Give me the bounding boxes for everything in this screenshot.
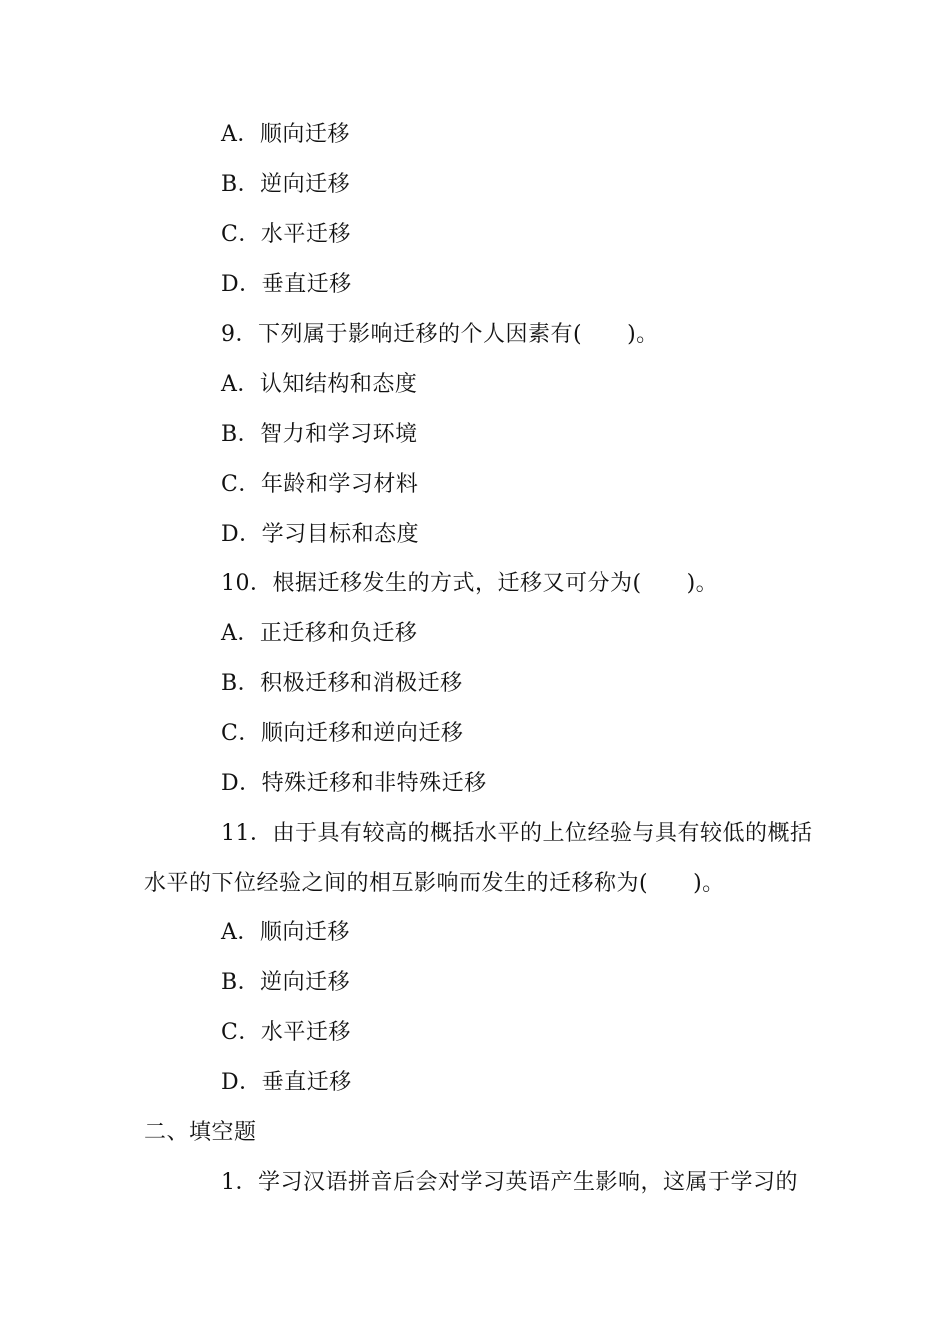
question-10-option-c: C．顺向迁移和逆向迁移 xyxy=(221,721,464,746)
question-9-option-b: B．智力和学习环境 xyxy=(221,422,418,447)
question-11-option-b: B．逆向迁移 xyxy=(221,970,351,995)
section-heading-fill-in-blank: 二、填空题 xyxy=(144,1120,257,1145)
question-11-line-1: 11．由于具有较高的概括水平的上位经验与具有较低的概括 xyxy=(221,821,813,846)
question-9-option-d: D．学习目标和态度 xyxy=(221,522,420,547)
question-11-option-a: A．顺向迁移 xyxy=(221,920,350,945)
option-a-prev-question: A．顺向迁移 xyxy=(221,122,350,147)
question-9: 9．下列属于影响迁移的个人因素有( )。 xyxy=(221,322,659,347)
question-10: 10．根据迁移发生的方式，迁移又可分为( )。 xyxy=(221,571,719,596)
option-c-prev-question: C．水平迁移 xyxy=(221,222,351,247)
option-d-prev-question: D．垂直迁移 xyxy=(221,272,352,297)
question-11-option-d: D．垂直迁移 xyxy=(221,1070,352,1095)
question-10-option-a: A．正迁移和负迁移 xyxy=(221,621,418,646)
question-11-line-2: 水平的下位经验之间的相互影响而发生的迁移称为( )。 xyxy=(144,871,725,896)
question-10-option-d: D．特殊迁移和非特殊迁移 xyxy=(221,771,487,796)
question-11-option-c: C．水平迁移 xyxy=(221,1020,351,1045)
option-b-prev-question: B．逆向迁移 xyxy=(221,172,351,197)
question-10-option-b: B．积极迁移和消极迁移 xyxy=(221,671,463,696)
question-9-option-a: A．认知结构和态度 xyxy=(221,372,418,397)
question-9-option-c: C．年龄和学习材料 xyxy=(221,472,419,497)
fill-in-question-1: 1．学习汉语拼音后会对学习英语产生影响，这属于学习的 xyxy=(221,1170,798,1195)
